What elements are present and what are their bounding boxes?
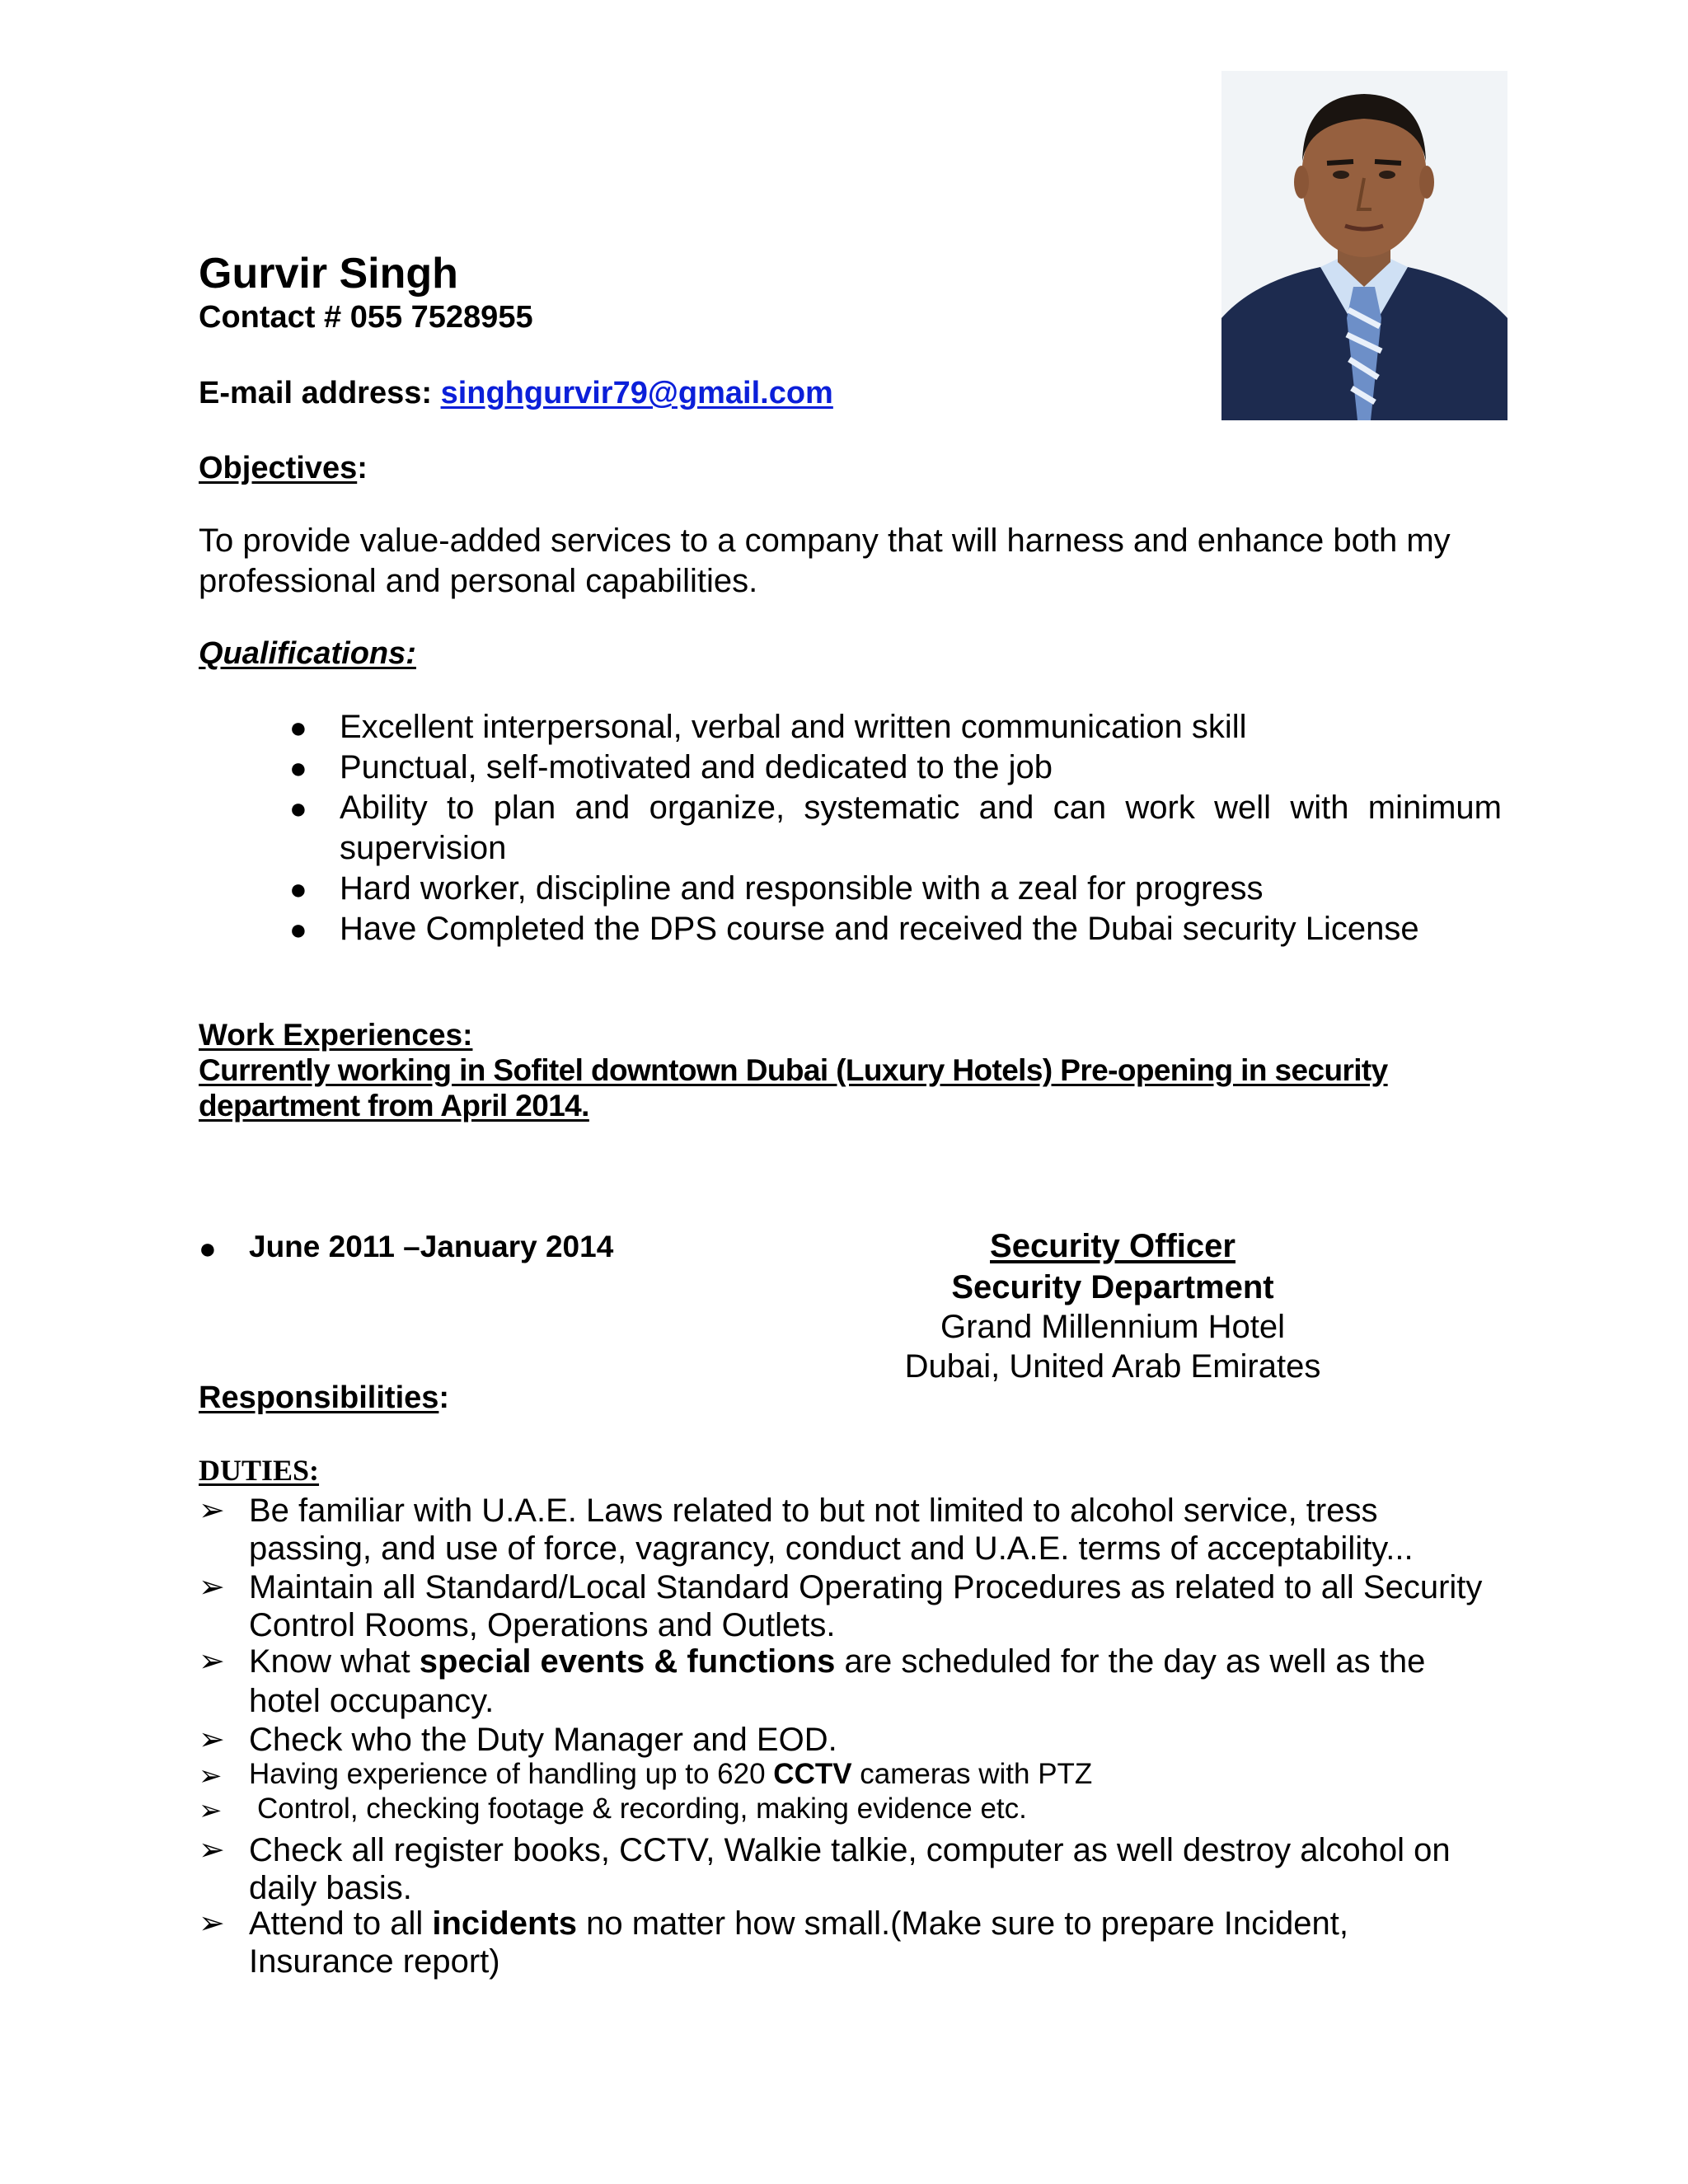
qualification-item: Excellent interpersonal, verbal and written communication skill bbox=[340, 709, 1247, 745]
qualification-item: Have Completed the DPS course and received the Dubai security License bbox=[340, 911, 1419, 947]
arrow-bullet-icon: ➢ bbox=[199, 1795, 223, 1826]
job-title: Security Officer bbox=[990, 1228, 1236, 1264]
email-row bbox=[199, 376, 833, 411]
job-location: Dubai, United Arab Emirates bbox=[904, 1348, 1321, 1385]
arrow-bullet-icon: ➢ bbox=[199, 1644, 225, 1679]
duty-item: Check all register books, CCTV, Walkie talkie, computer as well destroy alcohol on daily basis. bbox=[249, 1832, 1451, 1906]
bullet-icon: ● bbox=[289, 912, 307, 946]
qualification-item: Ability to plan and organize, systematic and can work well with minimum bbox=[340, 790, 1502, 826]
current-position-line: department from April 2014. bbox=[199, 1089, 589, 1122]
job-dates: June 2011 –January 2014 bbox=[249, 1230, 614, 1263]
bullet-icon: ● bbox=[289, 710, 307, 744]
duties-heading: DUTIES: bbox=[199, 1454, 320, 1487]
duty-item: Maintain all Standard/Local Standard Operating Procedures as related to all Security Control Rooms, Operations and Outlets. bbox=[249, 1569, 1483, 1643]
responsibilities-heading-text: Responsibilities bbox=[199, 1380, 439, 1415]
qualification-item: Hard worker, discipline and responsible with a zeal for progress bbox=[340, 870, 1264, 907]
job-department: Security Department bbox=[951, 1269, 1274, 1305]
arrow-bullet-icon: ➢ bbox=[199, 1760, 223, 1792]
qualifications-heading: Qualifications: bbox=[199, 636, 416, 671]
arrow-bullet-icon: ➢ bbox=[199, 1493, 225, 1528]
duty-item: Having experience of handling up to 620 CCTV cameras with PTZ bbox=[249, 1758, 1093, 1790]
contact-number: Contact # 055 7528955 bbox=[199, 300, 533, 335]
arrow-bullet-icon: ➢ bbox=[199, 1570, 225, 1605]
duty-item: Check who the Duty Manager and EOD. bbox=[249, 1722, 837, 1758]
objectives-heading-text: Objectives bbox=[199, 451, 358, 485]
profile-photo bbox=[1221, 71, 1507, 420]
candidate-name: Gurvir Singh bbox=[199, 250, 458, 298]
responsibilities-heading: Responsibilities: bbox=[199, 1380, 450, 1415]
duty-item: Control, checking footage & recording, making evidence etc. bbox=[257, 1793, 1027, 1825]
bullet-icon: ● bbox=[199, 1231, 217, 1265]
job-employer: Grand Millennium Hotel bbox=[940, 1309, 1285, 1345]
bullet-icon: ● bbox=[289, 751, 307, 785]
work-experience-heading: Work Experiences: bbox=[199, 1018, 473, 1052]
email-link[interactable]: singhgurvir79@gmail.com bbox=[440, 376, 833, 410]
arrow-bullet-icon: ➢ bbox=[199, 1833, 225, 1868]
duty-item-continuation: hotel occupancy. bbox=[249, 1683, 495, 1719]
qualification-item-continuation: supervision bbox=[340, 830, 507, 866]
current-position-line: Currently working in Sofitel downtown Dubai (Luxury Hotels) Pre-opening in security bbox=[199, 1053, 1388, 1087]
email-label: E-mail address: bbox=[199, 376, 432, 410]
objectives-heading: Objectives: bbox=[199, 451, 368, 485]
objectives-text: To provide value-added services to a company that will harness and enhance both my professional and personal capabilities. bbox=[199, 523, 1451, 599]
duty-item: Know what special events & functions are scheduled for the day as well as the bbox=[249, 1643, 1426, 1680]
arrow-bullet-icon: ➢ bbox=[199, 1722, 225, 1757]
duty-item: Be familiar with U.A.E. Laws related to but not limited to alcohol service, tress passing, and use of force, vagrancy, conduct and U.A.E. terms of acceptability... bbox=[249, 1493, 1414, 1567]
bullet-icon: ● bbox=[289, 791, 307, 825]
duty-item: Attend to all incidents no matter how small.(Make sure to prepare Incident, Insurance report) bbox=[249, 1905, 1348, 1980]
qualification-item: Punctual, self-motivated and dedicated to the job bbox=[340, 749, 1053, 785]
bullet-icon: ● bbox=[289, 872, 307, 906]
arrow-bullet-icon: ➢ bbox=[199, 1906, 225, 1941]
